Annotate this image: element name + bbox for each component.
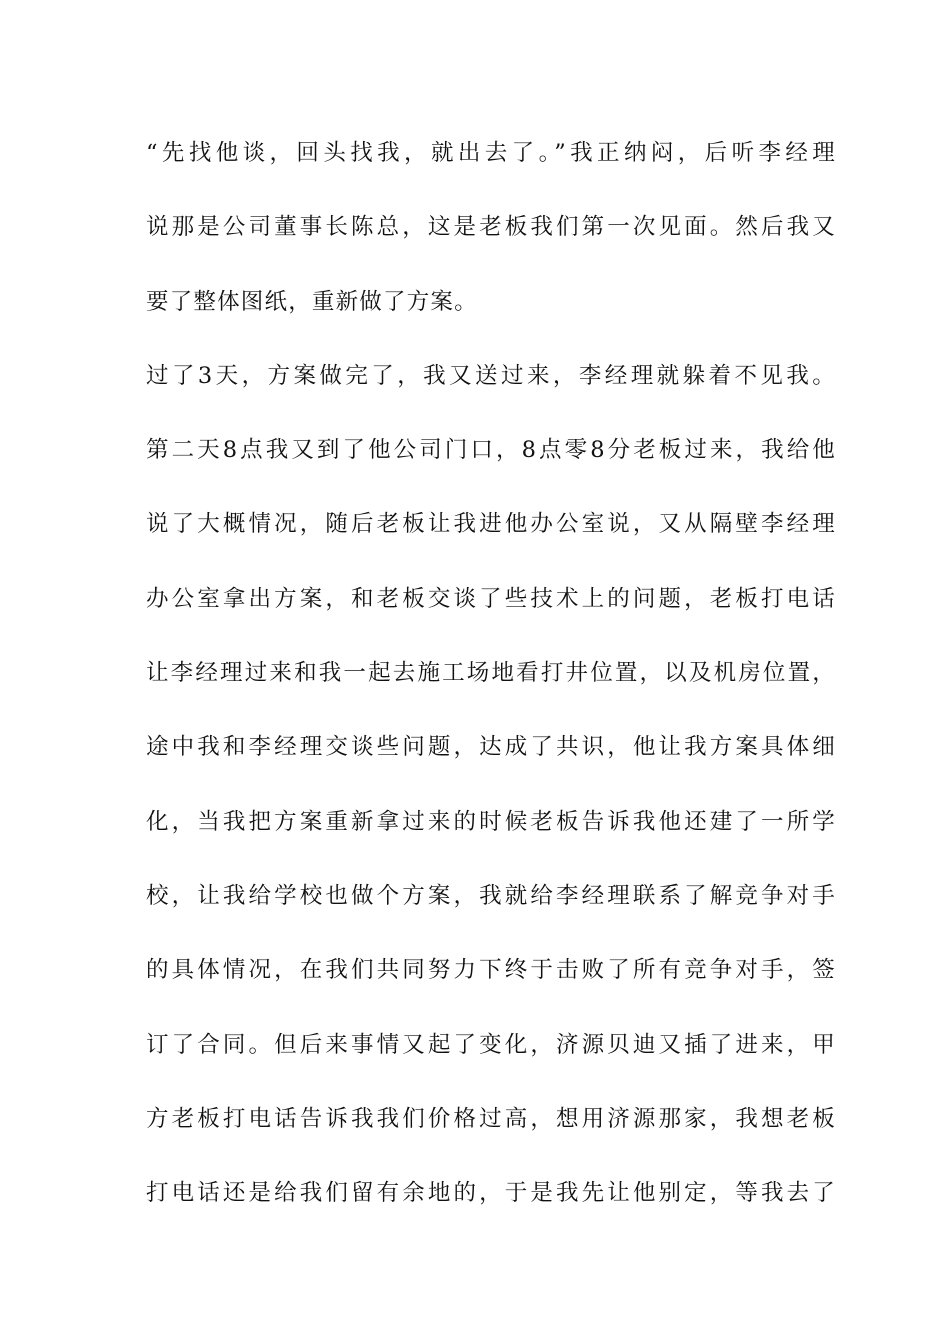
text-line: 方老板打电话告诉我我们价格过高，想用济源那家，我想老板 [146,1105,836,1132]
text-line: 办公室拿出方案，和老板交谈了些技术上的问题，老板打电话 [146,585,836,612]
text-line: 订了合同。但后来事情又起了变化，济源贝迪又插了进来，甲 [146,1031,836,1058]
text-line: 过了3天，方案做完了，我又送过来，李经理就躲着不见我。 [146,362,836,389]
text-line: 让李经理过来和我一起去施工场地看打井位置，以及机房位置， [146,660,836,687]
text-line: 化，当我把方案重新拿过来的时候老板告诉我他还建了一所学 [146,808,836,835]
body-text [146,128,836,1242]
text-line: 打电话还是给我们留有余地的，于是我先让他别定，等我去了 [146,1180,836,1207]
text-line: 说那是公司董事长陈总，这是老板我们第一次见面。然后我又 [146,214,836,241]
text-line: 途中我和李经理交谈些问题，达成了共识，他让我方案具体细 [146,734,836,761]
text-line: 要了整体图纸，重新做了方案。 [146,288,478,315]
text-line: 说了大概情况，随后老板让我进他办公室说，又从隔壁李经理 [146,511,836,538]
text-line: 的具体情况，在我们共同努力下终于击败了所有竞争对手，签 [146,957,836,984]
text-line: “先找他谈，回头找我，就出去了。”我正纳闷，后听李经理 [146,140,836,166]
text-line: 第二天8点我又到了他公司门口，8点零8分老板过来，我给他 [146,437,836,464]
text-line: 校，让我给学校也做个方案，我就给李经理联系了解竞争对手 [146,882,836,909]
